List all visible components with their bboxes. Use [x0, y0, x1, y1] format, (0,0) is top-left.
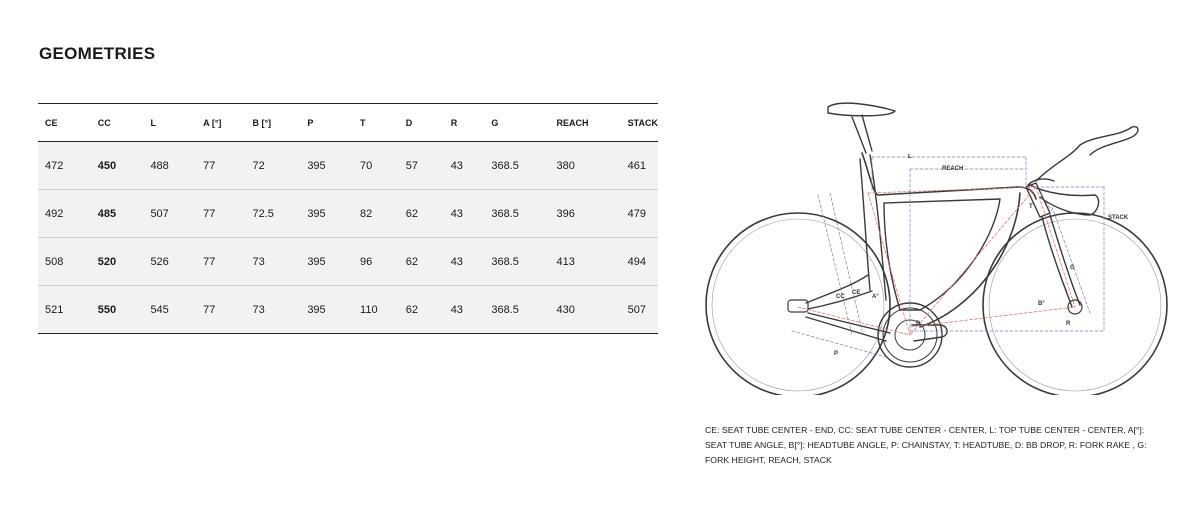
geo-line-bb: [910, 307, 1075, 327]
geo-line-fork: [1036, 187, 1075, 307]
cell-cc: 520: [91, 238, 144, 286]
cell-l: 507: [143, 190, 196, 238]
dim-p: [792, 331, 886, 357]
rear-wheel: [706, 213, 890, 395]
cell-reach: 430: [550, 286, 621, 334]
cell-r: 43: [444, 142, 485, 190]
cell-a: 77: [196, 286, 245, 334]
label-stack: STACK: [1108, 215, 1129, 221]
rear-hub: [788, 300, 808, 312]
cell-t: 82: [353, 190, 399, 238]
cell-p: 395: [300, 142, 353, 190]
dim-g: [1052, 207, 1090, 313]
cell-stack: 507: [621, 286, 658, 334]
cell-p: 395: [300, 190, 353, 238]
dim-t: [1040, 193, 1052, 211]
cell-reach: 380: [550, 142, 621, 190]
cell-p: 395: [300, 238, 353, 286]
cell-r: 43: [444, 190, 485, 238]
cell-r: 43: [444, 286, 485, 334]
cell-g: 368.5: [484, 286, 549, 334]
header-a: A [°]: [196, 104, 245, 142]
label-a: A°: [872, 294, 879, 300]
table-header-row: [38, 104, 658, 142]
fork: [1042, 215, 1080, 307]
cell-stack: 479: [621, 190, 658, 238]
cell-l: 526: [143, 238, 196, 286]
cell-ce: 472: [38, 142, 91, 190]
cell-reach: 413: [550, 238, 621, 286]
front-wheel: [983, 213, 1167, 395]
cell-l: 545: [143, 286, 196, 334]
bike-geometry-diagram: [700, 95, 1175, 395]
cell-a: 77: [196, 142, 245, 190]
cell-stack: 494: [621, 238, 658, 286]
label-cc: CC: [836, 294, 845, 300]
cell-b: 72.5: [245, 190, 300, 238]
rear-wheel-rim: [712, 219, 884, 391]
cell-a: 77: [196, 190, 245, 238]
label-reach: REACH: [942, 166, 964, 172]
cell-p: 395: [300, 286, 353, 334]
cell-cc: 550: [91, 286, 144, 334]
cell-r: 43: [444, 238, 485, 286]
cell-t: 110: [353, 286, 399, 334]
frame-inner-triangle: [884, 199, 1000, 310]
cell-d: 57: [399, 142, 444, 190]
geo-line-down: [910, 187, 1036, 335]
cell-stack: 461: [621, 142, 658, 190]
header-b: B [°]: [245, 104, 300, 142]
label-d: D: [916, 321, 921, 327]
label-b: B°: [1038, 301, 1045, 307]
cell-l: 488: [143, 142, 196, 190]
cell-t: 70: [353, 142, 399, 190]
label-t: T: [1029, 204, 1033, 210]
cell-d: 62: [399, 238, 444, 286]
cell-a: 77: [196, 238, 245, 286]
table-row: [38, 142, 658, 190]
saddle: [828, 103, 895, 116]
header-t: T: [353, 104, 399, 142]
cell-cc: 485: [91, 190, 144, 238]
label-r: R: [1066, 321, 1071, 327]
header-r: R: [444, 104, 485, 142]
table-row: [38, 286, 658, 334]
cell-g: 368.5: [484, 142, 549, 190]
dim-ce: [818, 195, 852, 335]
cell-ce: 492: [38, 190, 91, 238]
header-reach: REACH: [550, 104, 621, 142]
header-p: P: [300, 104, 353, 142]
aero-base-bar: [1030, 185, 1099, 215]
label-p: P: [834, 351, 839, 357]
table-row: [38, 190, 658, 238]
geometry-table: [38, 103, 658, 334]
header-d: D: [399, 104, 444, 142]
cell-t: 96: [353, 238, 399, 286]
header-l: L: [143, 104, 196, 142]
label-l: L: [908, 154, 912, 160]
cell-ce: 508: [38, 238, 91, 286]
cell-b: 72: [245, 142, 300, 190]
front-wheel-rim: [989, 219, 1161, 391]
header-g: G: [484, 104, 549, 142]
geometry-legend: CE: SEAT TUBE CENTER - END, CC: SEAT TUBE CENTER - CENTER, L: TOP TUBE CENTER - CENTER, A[°]: SEAT TUBE ANGLE, B[°]: HEADTUBE ANGLE, P: CHAINSTAY, T: HEADTUBE, D: BB DROP, R: FORK RAKE , G: FORK HEIGHT, REACH, STACK: [705, 425, 1147, 465]
cell-b: 73: [245, 286, 300, 334]
dim-cc: [830, 193, 862, 331]
cell-g: 368.5: [484, 190, 549, 238]
seatpost: [852, 115, 872, 153]
cell-d: 62: [399, 190, 444, 238]
cell-reach: 396: [550, 190, 621, 238]
cell-ce: 521: [38, 286, 91, 334]
header-ce: CE: [38, 104, 91, 142]
header-stack: STACK: [621, 104, 658, 142]
cell-cc: 450: [91, 142, 144, 190]
cell-b: 73: [245, 238, 300, 286]
cell-g: 368.5: [484, 238, 549, 286]
table-row: [38, 238, 658, 286]
header-cc: CC: [91, 104, 144, 142]
cell-d: 62: [399, 286, 444, 334]
frame-down-tube: [920, 193, 1020, 327]
aero-extensions: [1036, 127, 1138, 181]
label-ce: CE: [852, 290, 861, 296]
label-g: G: [1070, 265, 1075, 271]
page-title: GEOMETRIES: [39, 44, 156, 63]
